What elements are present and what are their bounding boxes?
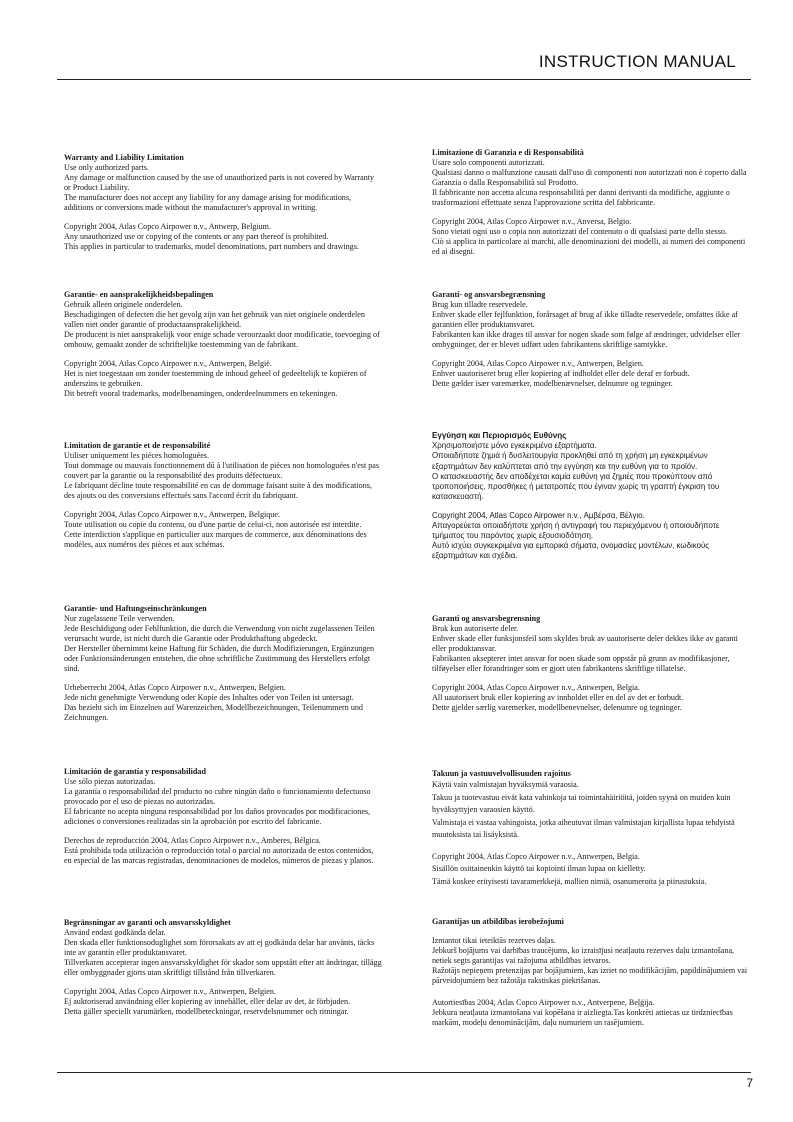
section-paragraph: Utiliser uniquement les pièces homologuées. Tout dommage ou mauvais fonctionnement dû à l'utilisation de pièces non homologuées n'est pas couvert par la garantie ou la responsabilité des produits défectueux. Le fabriquant décline toute responsabilité en cas de dommage faisant suite à des modifications, des ajouts ou des conversions effectués sans l'accord écrit du fabriquant.: [64, 450, 380, 500]
section-paragraph: Copyright 2004, Atlas Copco Airpower n.v., Anversa, Belgio. Sono vietati ogni uso o copia non autorizzati del contenuto o di qualsiasi parte dello stesso. Ciò si applica in particolare ai marchi, alle denominazioni dei modelli, ai numeri dei componenti ed ai disegni.: [432, 216, 746, 256]
section-da: [432, 290, 750, 389]
section-title: Garanti og ansvarsbegrensning: [432, 614, 541, 623]
section-paragraph: Izmantot tikai ieteiktās rezerves daļas. Jebkurš bojājums vai darbības traucējums, ko izraisījusi neatļautu rezerves daļu izmantošana, netiek segts garantijas vai ražojuma atbildības ietvaros. Ražotājs nepieņem pretenzijas par bojājumiem, kas izriet no modifikācijām, papildinājumiem vai pārveidojumiem bez ražotāja rakstiskas piekrišanas.: [432, 935, 748, 985]
section-paragraph: Use only authorized parts. Any damage or malfunction caused by the use of unauthorized parts is not covered by Warranty or Product Liability. The manufacturer does not accept any liability for any damage arising for modifications, additions or conversions made without the manufacturer's approval in writing.: [64, 162, 375, 212]
section-title: Warranty and Liability Limitation: [64, 153, 184, 162]
section-es: [64, 767, 382, 866]
section-paragraph: Brug kun tilladte reservedele. Enhver skade eller fejlfunktion, forårsaget af brug af ikke tilladte reservedele, omfattes ikke af garantien eller produktansvaret. Fabrikanten kan ikke drages til ansvar for nogen skade som følge af ændringer, udvidelser eller ombygninger, der er blevet udført uden fabrikantens skriftlige samtykke.: [432, 299, 741, 349]
section-title: Garantijas un atbildības ierobežojumi: [432, 917, 564, 926]
section-lv: [432, 917, 750, 1028]
section-paragraph: Copyright 2004, Atlas Copco Airpower n.v., Antwerpen, België. Het is niet toegestaan om zonder toestemming de inhoud geheel of gedeeltelijk te kopiëren of anderszins te gebruiken. Dit betreft vooral trademarks, modelbenamingen, onderdeelnummers en tekeningen.: [64, 358, 367, 398]
section-paragraph: Urheberrecht 2004, Atlas Copco Airpower n.v., Antwerpen, Belgien. Jede nicht genehmigte Verwendung oder Kopie des Inhaltes oder von Teilen ist untersagt. Das bezieht sich im Einzelnen auf Warenzeichen, Modellbezeichnungen, Teilenummern und Zeichnungen.: [64, 682, 363, 722]
section-paragraph: Copyright 2004, Atlas Copco Airpower n.v., Antwerpen, Belgien. Enhver uautoriseret brug eller kopiering af indholdet eller dele deraf er forbudt. Dette gælder især varemærker, modelbenævnelser, delnumre og tegninger.: [432, 358, 690, 388]
section-paragraph: Copyright 2004, Atlas Copco Airpower n.v., Antwerp, Belgium. Any unauthorized use or copying of the contents or any part thereof is prohibited. This applies in particular to trademarks, model denominations, part numbers and drawings.: [64, 221, 359, 251]
section-paragraph: Use sólo piezas autorizadas. La garantía o responsabilidad del producto no cubre ningún daño o funcionamiento defectuoso provocado por el uso de piezas no autorizadas. El fabricante no acepta ninguna responsabilidad por los daños provocados por modificaciones, adiciones o conversiones realizadas sin la aprobación por escrito del fabricante.: [64, 776, 371, 826]
page-number: 7: [746, 1076, 753, 1090]
section-sv: [64, 918, 382, 1017]
footer-divider: [57, 1072, 751, 1073]
section-paragraph: Käytä vain valmistajan hyväksymiä varaosia. Takuu ja tuotevastuu eivät kata vahinkoja tai toimintahäiriöitä, joiden syynä on muiden kuin hyväksyttyjen varaosien käyttö. Valmistaja ei vastaa vahingoista, jotka aiheutuvat ilman valmistajan kirjallista lupaa tehdyistä muutoksista tai lisäyksistä.: [432, 779, 735, 840]
section-paragraph: Copyright 2004, Atlas Copco Airpower n.v., Antwerpen, Belgique. Toute utilisation ou copie du contenu, ou d'une partie de celui-ci, non autorisée est interdite. Cette interdiction s'applique en particulier aux marques de commerce, aux dénominations des modèles, aux numéros des pièces et aux schémas.: [64, 509, 367, 549]
section-title: Limitation de garantie et de responsabilité: [64, 441, 211, 450]
section-paragraph: Derechos de reproducción 2004, Atlas Copco Airpower n.v., Amberes, Bélgica. Está prohibida toda utilización o reproducción total o parcial no autorizada de estos contenidos, en especial de las marcas registradas, denominaciones de modelos, números de piezas y planos.: [64, 835, 374, 865]
section-title: Limitazione di Garanzia e di Responsabilità: [432, 148, 584, 157]
section-title: Garanti- og ansvarsbegrænsning: [432, 290, 546, 299]
section-fi: [432, 769, 750, 888]
section-paragraph: Använd endast godkända delar. Den skada eller funktionsoduglighet som förorsakats av att ej godkända delar har använts, täcks inte av garantin eller produktansvaret. Tillverkaren accepterar ingen ansvarsskyldighet för skador som uppstått efter att ändringar, tillägg eller ombyggnader gjorts utan skriftligt tillstånd från tillverkaren.: [64, 927, 382, 977]
section-it: [432, 148, 750, 257]
header-divider: [57, 79, 751, 80]
section-de: [64, 604, 382, 723]
section-title: Garantie- en aansprakelijkheidsbepalingen: [64, 290, 214, 299]
section-fr: [64, 441, 382, 550]
section-no: [432, 614, 750, 713]
section-paragraph: Nur zugelassene Teile verwenden. Jede Beschädigung oder Fehlfunktion, die durch die Verwendung von nicht zugelassenen Teilen verursacht wurde, ist nicht durch die Garantie oder Produkthaftung abgedeckt. Der Hersteller übernimmt keine Haftung für Schäden, die durch Modifizierungen, Ergänzungen oder Funktionsänderungen entstehen, die ohne schriftliche Zustimmung des Herstellers erfolgt sind.: [64, 613, 375, 673]
section-paragraph: Usare solo componenti autorizzati. Qualsiasi danno o malfunzione causati dall'uso di componenti non autorizzati non è coperto dalla Garanzia o dalla Responsabilità sul Prodotto. Il fabbricante non accetta alcuna responsabilità per danni derivanti da modifiche, aggiunte o trasformazioni effettuate senza l'approvazione scritta del fabbricante.: [432, 157, 747, 207]
section-el: [432, 431, 750, 562]
section-title: Limitación de garantía y responsabilidad: [64, 767, 206, 776]
section-paragraph: Bruk kun autoriserte deler. Enhver skade eller funksjonsfeil som skyldes bruk av uautoriserte deler dekkes ikke av garanti eller produktansvar. Fabrikanten aksepterer intet ansvar for noen skade som oppstår på grunn av modifikasjoner, tilføyelser eller forandringer som er gjort uten fabrikantens skriftlige tillatelse.: [432, 623, 738, 673]
section-paragraph: Copyright 2004, Atlas Copco Airpower n.v., Antwerpen, Belgien. Ej auktoriserad användning eller kopiering av innehållet, eller delar av det, är förbjuden. Detta gäller speciellt varumärken, modellbeteckningar, reservdelsnummer och ritningar.: [64, 986, 351, 1016]
section-paragraph: Copyright 2004, Atlas Copco Airpower n.v., Αμβέρσα, Βέλγιο. Απαγορεύεται οποιαδήποτε χρήση ή αντιγραφή του περιεχόμενου ή οποιουδήποτε τμήματος του παρόντος χωρίς εξουσιοδότηση. Αυτό ισχύει συγκεκριμένα για εμπορικά σήματα, ονομασίες μοντέλων, κωδικούς εξαρτημάτων και σχέδια.: [432, 511, 720, 561]
section-title: Garantie- und Haftungseinschränkungen: [64, 604, 207, 613]
section-paragraph: Autortiesības 2004, Atlas Copco Airpower n.v., Antverpene, Beļģija. Jebkura neatļauta izmantošana vai kopēšana ir aizliegta.Tas konkrēti attiecas uz tirdzniecības markām, modeļu denominācijām, daļu numuriem un rasējumiem.: [432, 997, 733, 1027]
section-title: Takuun ja vastuuvelvollisuuden rajoitus: [432, 769, 571, 778]
section-en: [64, 153, 382, 252]
page-title: INSTRUCTION MANUAL: [538, 52, 736, 71]
section-paragraph: Copyright 2004, Atlas Copco Airpower n.v., Antwerpen, Belgia. All uautorisert bruk eller kopiering av innholdet eller en del av det er forbudt. Dette gjelder særlig varemerker, modellbenevnelser, delenumre og tegninger.: [432, 682, 684, 712]
section-nl: [64, 290, 382, 399]
section-title: Begränsningar av garanti och ansvarsskyldighet: [64, 918, 231, 927]
section-paragraph: Copyright 2004, Atlas Copco Airpower n.v., Antwerpen, Belgia. Sisällön osittainenkin käyttö tai kopiointi ilman lupaa on kielletty. Tämä koskee erityisesti tavaramerkkejä, mallien nimiä, osanumeroita ja piirustuksia.: [432, 851, 707, 886]
section-paragraph: Gebruik alleen originele onderdelen. Beschadigingen of defecten die het gevolg zijn van het gebruik van niet originele onderdelen vallen niet onder garantie of productaansprakelijkheid. De producent is niet aansprakelijk voor enige schade veroorzaakt door modificatie, toevoeging of ombouw, gemaakt zonder de schriftelijke toestemming van de fabrikant.: [64, 299, 380, 349]
section-paragraph: Χρησιμοποιήστε μόνο εγκεκριμένα εξαρτήματα. Οποιαδήποτε ζημιά ή δυσλειτουργία προκληθεί από τη χρήση μη εγκεκριμένων εξαρτημάτων δεν καλύπτεται από την εγγύηση και την ευθύνη για το προϊόν. Ο κατασκευαστής δεν αποδέχεται καμία ευθύνη για ζημιές που προκύπτουν από τροποποιήσεις, προσθήκες ή μετατροπές που έγιναν χωρίς τη γραπτή έγκριση του κατασκευαστή.: [432, 441, 720, 501]
section-title: Εγγύηση και Περιορισμός Ευθύνης: [432, 431, 567, 440]
